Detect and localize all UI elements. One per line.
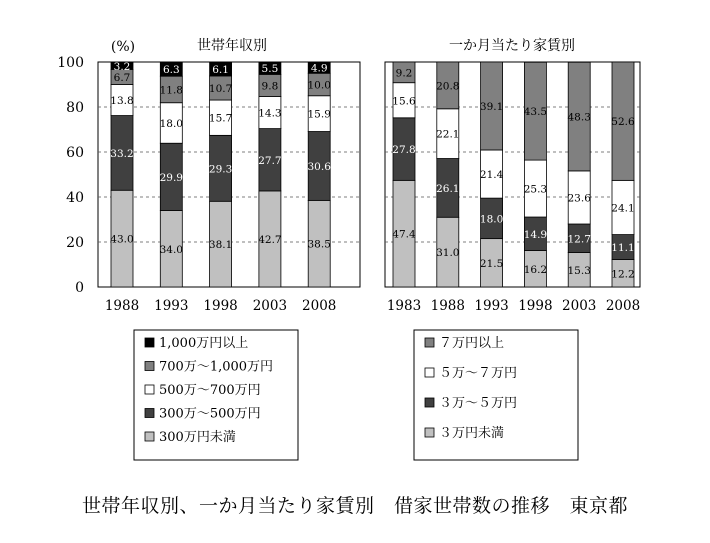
x-tick-label: 1993 [154, 298, 189, 314]
data-label: 43.5 [523, 106, 548, 119]
y-tick-label: 40 [66, 190, 84, 206]
data-label: 6.1 [212, 64, 229, 77]
data-label: 10.7 [208, 82, 233, 95]
data-label: 30.6 [307, 160, 331, 173]
data-label: 48.3 [567, 111, 591, 124]
legend-swatch [145, 338, 154, 347]
data-label: 34.0 [159, 243, 183, 256]
legend-label: ７万円以上 [439, 336, 505, 351]
x-tick-label: 2003 [562, 298, 597, 314]
legend-swatch [145, 432, 154, 441]
data-label: 23.6 [567, 192, 591, 205]
data-label: 29.9 [159, 171, 183, 184]
data-label: 10.0 [307, 79, 331, 92]
x-tick-label: 1998 [518, 298, 553, 314]
x-tick-label: 1983 [386, 298, 422, 314]
legend-label: 1,000万円以上 [159, 336, 249, 351]
data-label: 29.3 [208, 163, 233, 176]
data-label: 33.2 [110, 147, 134, 160]
legend-label: ５万〜７万円 [439, 366, 518, 381]
data-label: 27.7 [258, 154, 282, 167]
legend-swatch [425, 368, 434, 377]
legend-label: 300万〜500万円 [159, 406, 261, 422]
x-tick-label: 2008 [605, 298, 641, 314]
legend-label: 700万〜1,000万円 [159, 359, 274, 375]
x-tick-label: 2008 [302, 298, 337, 314]
data-label: 13.8 [110, 95, 134, 108]
data-label: 22.1 [436, 128, 460, 141]
data-label: 16.2 [523, 263, 548, 276]
data-label: 11.8 [159, 84, 183, 97]
legend-swatch [425, 398, 434, 407]
y-tick-label: 100 [57, 55, 84, 71]
data-label: 18.0 [479, 213, 504, 226]
y-tick-label: 60 [66, 145, 84, 161]
data-label: 15.7 [208, 112, 233, 125]
chart-title: 一か月当たり家賃別 [449, 38, 575, 54]
data-label: 25.3 [523, 183, 548, 196]
legend-swatch [145, 362, 154, 371]
legend-label: ３万〜５万円 [439, 396, 518, 411]
chart-title: 世帯年収別 [197, 38, 267, 54]
data-label: 14.3 [258, 107, 282, 120]
x-tick-label: 1993 [474, 298, 509, 314]
data-label: 3.2 [113, 60, 131, 73]
data-label: 26.1 [436, 182, 460, 195]
data-label: 6.7 [113, 71, 131, 84]
data-label: 21.5 [479, 257, 504, 270]
data-label: 15.3 [567, 264, 591, 277]
data-label: 12.7 [567, 233, 591, 246]
y-axis-unit: (%) [110, 39, 136, 55]
legend-swatch [425, 428, 434, 437]
data-label: 42.7 [258, 233, 282, 246]
data-label: 12.2 [611, 268, 635, 281]
legend-swatch [145, 409, 154, 418]
x-tick-label: 1988 [104, 298, 140, 314]
data-label: 15.9 [307, 108, 331, 121]
data-label: 14.9 [523, 228, 548, 241]
legend-label: ３万円未満 [439, 426, 505, 441]
data-label: 38.5 [307, 238, 331, 251]
data-label: 6.3 [162, 64, 180, 77]
data-label: 9.8 [261, 80, 279, 93]
data-label: 15.6 [392, 95, 416, 108]
data-label: 52.6 [611, 116, 635, 129]
x-tick-label: 2003 [252, 298, 288, 314]
data-label: 39.1 [479, 100, 504, 113]
data-label: 43.0 [110, 233, 134, 246]
x-tick-label: 1988 [430, 298, 465, 314]
data-label: 24.1 [611, 202, 635, 215]
data-label: 9.2 [395, 67, 413, 80]
data-label: 38.1 [208, 239, 233, 252]
legend-swatch [145, 385, 154, 394]
data-label: 47.4 [392, 228, 416, 241]
data-label: 11.1 [611, 242, 635, 255]
figure-caption: 世帯年収別、一か月当たり家賃別 借家世帯数の推移 東京都 [81, 495, 628, 517]
x-tick-label: 1998 [203, 298, 238, 314]
data-label: 18.0 [159, 117, 183, 130]
legend-label: 500万〜700万円 [159, 383, 261, 398]
data-label: 31.0 [436, 247, 460, 260]
legend-swatch [425, 338, 434, 347]
y-tick-label: 20 [66, 235, 84, 251]
y-tick-label: 0 [75, 280, 84, 296]
plot-area-2 [385, 62, 640, 287]
data-label: 5.5 [261, 63, 279, 76]
data-label: 21.4 [479, 169, 504, 182]
y-tick-label: 80 [66, 100, 84, 116]
legend-label: 300万円未満 [159, 430, 236, 445]
data-label: 4.9 [310, 62, 328, 75]
data-label: 20.8 [436, 80, 460, 93]
data-label: 27.8 [392, 144, 416, 157]
